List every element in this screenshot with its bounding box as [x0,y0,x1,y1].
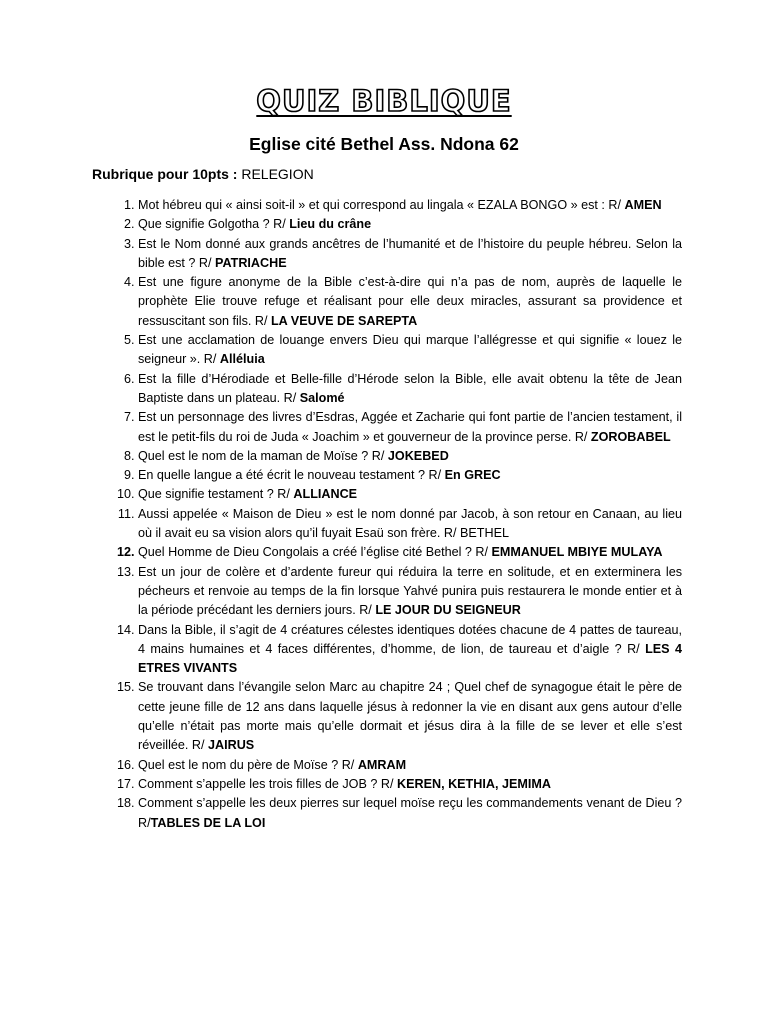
question-answer: TABLES DE LA LOI [150,815,266,830]
question-text: Est une acclamation de louange envers Dieu qui marque l’allégresse et qui signifie « louez le seigneur ». R/ [138,333,682,367]
question-text: Dans la Bible, il s’agit de 4 créatures célestes identiques dotées chacune de 4 pattes de taureau, 4 mains humaines et 4 faces différentes, d’homme, de lion, de taureau et d’aigle ? R/ [138,622,682,656]
question-item [138,485,682,504]
question-answer: PATRIACHE [215,255,287,270]
page-title: QUIZ BIBLIQUE [256,84,512,118]
question-list [92,196,682,833]
question-item [138,215,682,234]
question-answer: LES 4 ETRES VIVANTS [138,641,683,676]
question-text: Quel est le nom du père de Moïse ? R/ [138,757,358,772]
question-item [138,235,682,274]
question-text: Comment s’appelle les trois filles de JOB ? R/ [138,776,397,791]
question-answer: AMEN [624,198,662,212]
question-item [138,563,682,621]
question-item [138,370,682,409]
question-text: Que signifie testament ? R/ [138,487,294,502]
question-text: Mot hébreu qui « ainsi soit-il » et qui correspond au lingala « EZALA BONGO » est : R/ [138,198,625,212]
rubric-line [92,166,314,182]
question-answer: Lieu du crâne [289,217,372,232]
question-item [138,331,682,370]
question-answer: En GREC [444,468,501,483]
question-answer: AMRAM [357,757,407,772]
question-text: Quel est le nom de la maman de Moïse ? R/ [138,448,388,463]
question-text: Que signifie Golgotha ? R/ [138,217,290,232]
question-item [138,505,682,544]
question-answer: KEREN, KETHIA, JEMIMA [396,776,551,791]
question-item [138,273,682,331]
question-item [138,678,682,755]
question-text: En quelle langue a été écrit le nouveau testament ? R/ [138,468,445,483]
question-answer: Alléluia [219,352,265,367]
question-item [138,775,682,794]
question-text: Est la fille d’Hérodiade et Belle-fille d’Hérode selon la Bible, elle avait obtenu la tête de Jean Baptiste dans un plateau. R/ [138,371,682,405]
question-item [138,794,682,833]
question-text: Quel Homme de Dieu Congolais a créé l’église cité Bethel ? R/ [138,545,492,560]
question-text: Comment s’appelle les deux pierres sur lequel moïse reçu les commandements venant de Dieu ? R/ [138,796,682,830]
question-answer: ALLIANCE [293,487,358,502]
question-text: Est une figure anonyme de la Bible c’est-à-dire qui n’a pas de nom, auprès de laquelle le prophète Elie trouve refuge et réalisant pour elle deux miracles, assurant sa providence et ressuscitant son fils. R/ [138,275,682,328]
question-item [138,196,682,215]
question-answer: ZOROBABEL [590,429,671,444]
question-item [138,408,682,447]
rubric-category: RELEGION [241,166,314,182]
question-text: Aussi appelée « Maison de Dieu » est le nom donné par Jacob, à son retour en Canaan, au lieu où il avait eu sa vision alors qu’il fuyait Esaü son frère. R/ BETHEL [138,506,682,541]
question-answer: LA VEUVE DE SAREPTA [270,313,418,328]
question-item [138,621,682,679]
rubric-label: Rubrique pour 10pts : [92,166,242,182]
question-item [138,447,682,466]
question-item [138,543,682,562]
question-answer: Salomé [299,390,345,405]
question-answer: EMMANUEL MBIYE MULAYA [491,545,663,560]
question-item [138,756,682,775]
question-answer: JOKEBED [387,448,449,463]
question-answer: JAIRUS [208,738,255,753]
question-text: Est un personnage des livres d’Esdras, Aggée et Zacharie qui font partie de l’ancien testament, il est le petit-fils du roi de Juda « Joachim » et gouverneur de la province perse. R/ [138,410,682,444]
question-item [138,466,682,485]
church-subtitle: Eglise cité Bethel Ass. Ndona 62 [249,134,519,154]
question-text: Se trouvant dans l’évangile selon Marc au chapitre 24 ; Quel chef de synagogue était le père de cette jeune fille de 12 ans dans laquelle jésus à redonner la vie en disant aux gens autour d’elle qu’elle n’était pas morte mais qu’elle dormait et jésus dira à la fille de se lever et elle s’est réveillée. R/ [138,680,682,753]
question-text: Est le Nom donné aux grands ancêtres de l’humanité et de l’histoire du peuple hébreu. Selon la bible est ? R/ [138,236,682,270]
question-text: Est un jour de colère et d’ardente fureur qui réduira la terre en solitude, et en exterminera les pécheurs et renvoie au temps de la fin lorsque Yahvé punira puis restaurera le monde entier et à la période précédant les derniers jours. R/ [138,564,682,618]
question-answer: LE JOUR DU SEIGNEUR [375,603,521,618]
